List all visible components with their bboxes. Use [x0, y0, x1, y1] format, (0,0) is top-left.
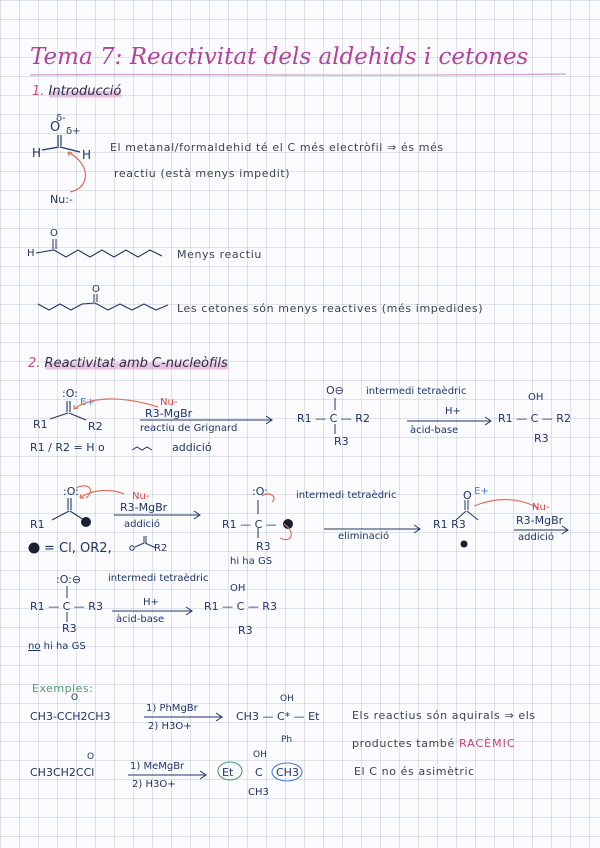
ex1-note-prefix: productes també — [352, 737, 455, 750]
r1-arrow-below: reactiu de Grignard — [140, 423, 238, 434]
r3-intermediate-label: intermedi tetraèdric — [108, 573, 209, 584]
r1-r1r2-note: R1 / R2 = H o — [30, 441, 105, 454]
aldehyde-chain — [34, 235, 174, 265]
acyloxy-r2: R2 — [154, 543, 168, 554]
ketone-chain — [36, 292, 176, 316]
r3-product: R1 — C — R3 — [204, 600, 277, 613]
formaldehyde-oxygen: O — [50, 120, 61, 135]
r1-h-plus: H+ — [445, 406, 461, 417]
r2-ketone: R1 R3 — [433, 518, 466, 531]
r1-intermediate-oxygen: O⊖ — [326, 384, 344, 397]
section-1-heading — [32, 84, 121, 99]
leaving-groups-list: = Cl, OR2, — [44, 541, 112, 556]
nucleophile-label: Nu:- — [50, 193, 73, 206]
r3-intermediate-r3: R3 — [62, 622, 77, 635]
ex2-product-oh: OH — [253, 750, 267, 760]
r1-intermediate-bonds — [330, 396, 340, 440]
r1-product-r3: R3 — [534, 432, 549, 445]
r2-intermediate-oxygen: :O: — [252, 485, 268, 498]
title-underline — [28, 72, 568, 78]
note-formaldehyde-line2: reactiu (està menys impedit) — [114, 167, 291, 180]
r1-intermediate: R1 — C — R2 — [297, 412, 370, 425]
r1-nu-label: Nu- — [160, 397, 178, 408]
r1-r1-label: R1 — [33, 418, 48, 431]
ketone-oxygen: O — [92, 284, 100, 295]
r2-ketone-oxygen: O — [463, 489, 472, 502]
r1-intermediate-r3: R3 — [334, 435, 349, 448]
formaldehyde-bonds — [30, 110, 120, 210]
formaldehyde-h-right: H — [82, 148, 92, 162]
r3-product-oh: OH — [230, 583, 246, 594]
delta-minus: δ- — [56, 113, 66, 124]
r3-no-gs-text: hi ha GS — [43, 641, 86, 652]
ex1-note-line2 — [352, 737, 516, 750]
r2-ketone-e-plus: E+ — [474, 486, 489, 497]
r2-carbonyl-oxygen: :O: — [63, 485, 79, 498]
leaving-group-icon — [27, 541, 41, 555]
r3-product-r3: R3 — [238, 624, 253, 637]
r1-acid-base: àcid-base — [410, 425, 459, 436]
r1-carbonyl-oxygen: :O: — [62, 387, 78, 400]
r2-grignard: R3-MgBr — [120, 501, 168, 514]
r1-product-oh: OH — [528, 392, 544, 403]
racemic-label: RACÈMIC — [458, 737, 516, 750]
note-formaldehyde-line1: El metanal/formaldehid té el C més electròfil ⇒ és més — [110, 141, 444, 154]
r3-acid-base: àcid-base — [116, 614, 165, 625]
section-2-heading — [28, 356, 228, 371]
r2-grignard-2: R3-MgBr — [516, 514, 564, 527]
r1-r2-label: R2 — [88, 420, 103, 433]
ex2-product-carbon: C — [255, 766, 263, 779]
r2-intermediate-r3: R3 — [256, 540, 271, 553]
ex1-note-line1: Els reactius són aquirals ⇒ els — [352, 709, 536, 722]
aldehyde-oxygen: O — [50, 228, 58, 239]
ex1-reactant: CH3-CCH2CH3 — [30, 710, 111, 723]
ex2-product-ch3-bottom: CH3 — [248, 787, 269, 798]
section-1-title: Introducció — [48, 84, 122, 99]
section-2-number: 2. — [28, 356, 41, 371]
r2-intermediate: R1 — C — — [222, 518, 277, 531]
r3-intermediate-bonds — [62, 584, 72, 626]
r3-h-plus: H+ — [143, 597, 159, 608]
r1-product: R1 — C — R2 — [498, 412, 571, 425]
ex1-product-ph: Ph — [281, 735, 293, 745]
examples-heading: Exemples: — [32, 682, 94, 695]
r3-intermediate-oxygen: :O:⊖ — [56, 573, 82, 586]
r2-r1-label: R1 — [30, 518, 45, 531]
ex1-reagent-2: 2) H3O+ — [148, 721, 192, 732]
r1-alkyl-squiggle — [130, 444, 158, 454]
ex1-product: CH3 — C* — Et — [236, 710, 320, 723]
formaldehyde-h-left: H — [32, 146, 42, 160]
r2-gs-note: hi ha GS — [230, 556, 273, 567]
r3-intermediate: R1 — C — R3 — [30, 600, 103, 613]
page-title: Tema 7: Reactivitat dels aldehids i cetones — [30, 44, 529, 70]
section-1-number: 1. — [32, 84, 45, 99]
r1-e-plus: E+ — [80, 397, 95, 408]
r2-arrow-below: addició — [124, 519, 160, 530]
r2-elimination: eliminació — [338, 531, 390, 542]
r2-nu-label-2: Nu- — [532, 502, 550, 513]
section-2-title: Reactivitat amb C-nucleòfils — [44, 356, 228, 371]
delta-plus: δ+ — [66, 126, 81, 137]
aldehyde-h: H — [27, 248, 35, 259]
r1-grignard: R3-MgBr — [145, 407, 193, 420]
ex2-product-ch3-right: CH3 — [276, 766, 299, 779]
ex2-reagent-2: 2) H3O+ — [132, 779, 176, 790]
ex2-reactant-oxygen: O — [87, 752, 95, 762]
r1-intermediate-label: intermedi tetraèdric — [366, 386, 467, 397]
ex1-product-oh: OH — [280, 694, 294, 704]
ex1-reactant-oxygen: O — [71, 693, 79, 703]
ex2-reagent-1: 1) MeMgBr — [130, 761, 185, 772]
ex2-reactant: CH3CH2CCl — [30, 766, 95, 779]
ex2-note: El C no és asimètric — [354, 765, 475, 778]
ex2-product-et: Et — [222, 766, 234, 779]
r2-arrow-below-2: addició — [518, 532, 554, 543]
note-ketones: Les cetones són menys reactives (més impedides) — [177, 302, 484, 315]
note-less-reactive: Menys reactiu — [177, 248, 262, 261]
r2-nu-label: Nu- — [132, 491, 150, 502]
r2-intermediate-label: intermedi tetraèdric — [296, 490, 397, 501]
r3-no-gs-no: no — [28, 641, 41, 652]
r1-addition: addició — [172, 441, 212, 454]
ex1-reagent-1: 1) PhMgBr — [146, 703, 198, 714]
r3-no-gs — [28, 641, 86, 652]
